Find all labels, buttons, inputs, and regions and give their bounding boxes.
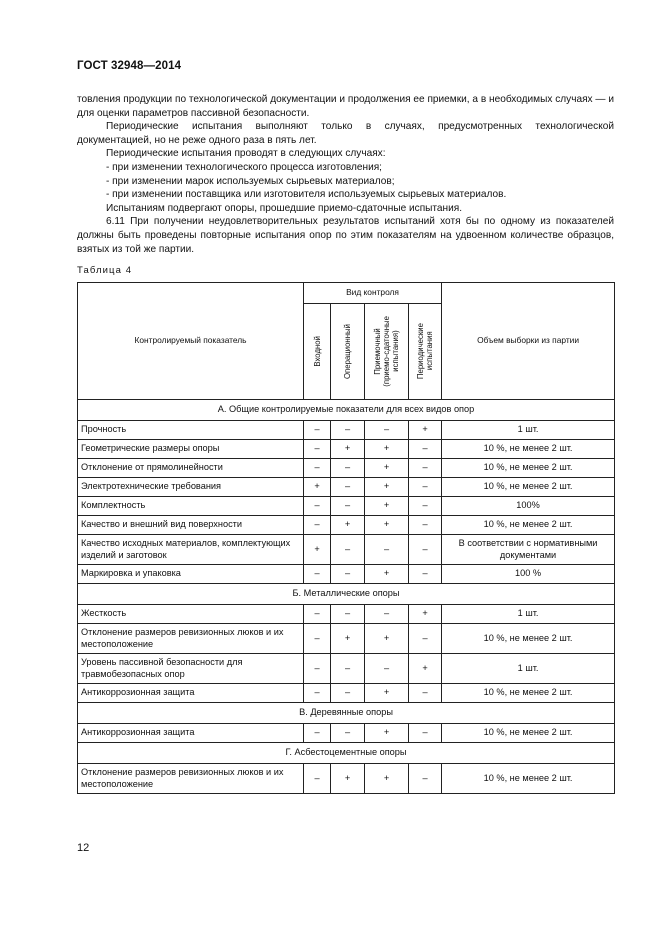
mark-cell: – xyxy=(304,684,331,703)
header-indicator: Контролируемый показатель xyxy=(78,283,304,400)
indicator-cell: Качество исходных материалов, комплектующих изделий и заготовок xyxy=(78,535,304,565)
mark-cell: – xyxy=(409,565,442,584)
mark-cell: – xyxy=(409,478,442,497)
header-acceptance: Приемочный (приемо-сдаточные испытания) xyxy=(365,304,409,400)
mark-cell: + xyxy=(331,516,365,535)
table-row xyxy=(78,654,615,684)
mark-cell: + xyxy=(365,565,409,584)
mark-cell: – xyxy=(331,565,365,584)
mark-cell: – xyxy=(409,624,442,654)
header-operational: Операционный xyxy=(331,304,365,400)
mark-cell: – xyxy=(304,565,331,584)
mark-cell: – xyxy=(331,478,365,497)
table-row xyxy=(78,624,615,654)
mark-cell: – xyxy=(304,724,331,743)
sample-cell: 10 %, не менее 2 шт. xyxy=(442,478,615,497)
body-text xyxy=(77,93,614,256)
sample-cell: В соответствии с нормативными документами xyxy=(442,535,615,565)
mark-cell: + xyxy=(409,605,442,624)
table-row xyxy=(78,478,615,497)
mark-cell: – xyxy=(365,654,409,684)
mark-cell: + xyxy=(365,764,409,794)
mark-cell: + xyxy=(365,497,409,516)
mark-cell: + xyxy=(365,459,409,478)
mark-cell: – xyxy=(331,421,365,440)
mark-cell: + xyxy=(304,478,331,497)
sample-cell: 10 %, не менее 2 шт. xyxy=(442,459,615,478)
paragraph: Испытаниям подвергают опоры, прошедшие приемо-сдаточные испытания. xyxy=(106,202,463,214)
mark-cell: – xyxy=(409,516,442,535)
indicator-cell: Уровень пассивной безопасности для травмобезопасных опор xyxy=(78,654,304,684)
mark-cell: – xyxy=(304,459,331,478)
mark-cell: + xyxy=(409,654,442,684)
mark-cell: – xyxy=(409,535,442,565)
sample-cell: 10 %, не менее 2 шт. xyxy=(442,516,615,535)
table-row xyxy=(78,459,615,478)
sample-cell: 10 %, не менее 2 шт. xyxy=(442,624,615,654)
header-incoming: Входной xyxy=(304,304,331,400)
document-code: ГОСТ 32948—2014 xyxy=(77,60,182,72)
mark-cell: – xyxy=(409,440,442,459)
mark-cell: – xyxy=(331,654,365,684)
mark-cell: – xyxy=(331,724,365,743)
header-sample-size: Объем выборки из партии xyxy=(442,283,615,400)
mark-cell: + xyxy=(304,535,331,565)
mark-cell: – xyxy=(304,516,331,535)
mark-cell: + xyxy=(365,724,409,743)
mark-cell: – xyxy=(331,459,365,478)
paragraph: товления продукции по технологической документации и продолжения ее приемки, а в необходимых случаях — и для оценки параметров пассивной безопасности. xyxy=(77,94,614,119)
indicator-cell: Отклонение размеров ревизионных люков и их местоположение xyxy=(78,624,304,654)
section-title: А. Общие контролируемые показатели для всех видов опор xyxy=(78,400,615,421)
table-row xyxy=(78,497,615,516)
mark-cell: + xyxy=(365,440,409,459)
mark-cell: + xyxy=(331,624,365,654)
indicator-cell: Жесткость xyxy=(78,605,304,624)
sample-cell: 10 %, не менее 2 шт. xyxy=(442,764,615,794)
mark-cell: – xyxy=(409,724,442,743)
indicator-cell: Отклонение размеров ревизионных люков и их местоположение xyxy=(78,764,304,794)
list-item: - при изменении поставщика или изготовителя используемых сырьевых материалов. xyxy=(106,189,507,201)
mark-cell: – xyxy=(409,459,442,478)
table-row xyxy=(78,440,615,459)
page-number: 12 xyxy=(77,842,90,854)
mark-cell: + xyxy=(365,684,409,703)
indicator-cell: Электротехнические требования xyxy=(78,478,304,497)
header-periodic: Периодические испытания xyxy=(409,304,442,400)
sample-cell: 1 шт. xyxy=(442,654,615,684)
mark-cell: – xyxy=(365,535,409,565)
sample-cell: 1 шт. xyxy=(442,421,615,440)
indicator-cell: Прочность xyxy=(78,421,304,440)
mark-cell: – xyxy=(365,605,409,624)
paragraph: 6.11 При получении неудовлетворительных результатов испытаний хотя бы по одному из показателей должны быть проведены повторные испытания опор по этим показателям на удвоенном количестве образцов, взятых из той же партии. xyxy=(77,216,614,255)
indicator-cell: Антикоррозионная защита xyxy=(78,684,304,703)
mark-cell: + xyxy=(365,516,409,535)
control-table xyxy=(77,282,615,794)
table-row xyxy=(78,565,615,584)
mark-cell: + xyxy=(365,478,409,497)
mark-cell: – xyxy=(304,440,331,459)
indicator-cell: Маркировка и упаковка xyxy=(78,565,304,584)
header-control-type: Вид контроля xyxy=(304,283,442,304)
mark-cell: – xyxy=(409,764,442,794)
table-row xyxy=(78,724,615,743)
mark-cell: – xyxy=(365,421,409,440)
table-row xyxy=(78,516,615,535)
sample-cell: 10 %, не менее 2 шт. xyxy=(442,684,615,703)
mark-cell: – xyxy=(331,605,365,624)
mark-cell: – xyxy=(304,654,331,684)
sample-cell: 100 % xyxy=(442,565,615,584)
section-title: Б. Металлические опоры xyxy=(78,584,615,605)
indicator-cell: Качество и внешний вид поверхности xyxy=(78,516,304,535)
sample-cell: 10 %, не менее 2 шт. xyxy=(442,724,615,743)
mark-cell: – xyxy=(304,624,331,654)
table-row xyxy=(78,764,615,794)
list-item: - при изменении марок используемых сырьевых материалов; xyxy=(106,175,395,187)
mark-cell: – xyxy=(331,497,365,516)
indicator-cell: Комплектность xyxy=(78,497,304,516)
indicator-cell: Антикоррозионная защита xyxy=(78,724,304,743)
sample-cell: 100% xyxy=(442,497,615,516)
section-title: Г. Асбестоцементные опоры xyxy=(78,743,615,764)
sample-cell: 10 %, не менее 2 шт. xyxy=(442,440,615,459)
mark-cell: – xyxy=(304,497,331,516)
mark-cell: – xyxy=(409,497,442,516)
mark-cell: – xyxy=(304,421,331,440)
paragraph: Периодические испытания выполняют только в случаях, предусмотренных технологической документацией, но не реже одного раза в пять лет. xyxy=(77,121,614,146)
mark-cell: + xyxy=(365,624,409,654)
mark-cell: – xyxy=(331,535,365,565)
mark-cell: + xyxy=(409,421,442,440)
indicator-cell: Геометрические размеры опоры xyxy=(78,440,304,459)
table-row xyxy=(78,535,615,565)
table-caption: Таблица 4 xyxy=(77,265,133,276)
mark-cell: + xyxy=(331,764,365,794)
section-title: В. Деревянные опоры xyxy=(78,703,615,724)
mark-cell: + xyxy=(331,440,365,459)
mark-cell: – xyxy=(331,684,365,703)
mark-cell: – xyxy=(304,764,331,794)
mark-cell: – xyxy=(409,684,442,703)
list-item: - при изменении технологического процесса изготовления; xyxy=(106,161,382,173)
mark-cell: – xyxy=(304,605,331,624)
sample-cell: 1 шт. xyxy=(442,605,615,624)
table-row xyxy=(78,421,615,440)
table-row xyxy=(78,684,615,703)
table-row xyxy=(78,605,615,624)
paragraph: Периодические испытания проводят в следующих случаях: xyxy=(106,148,386,160)
indicator-cell: Отклонение от прямолинейности xyxy=(78,459,304,478)
